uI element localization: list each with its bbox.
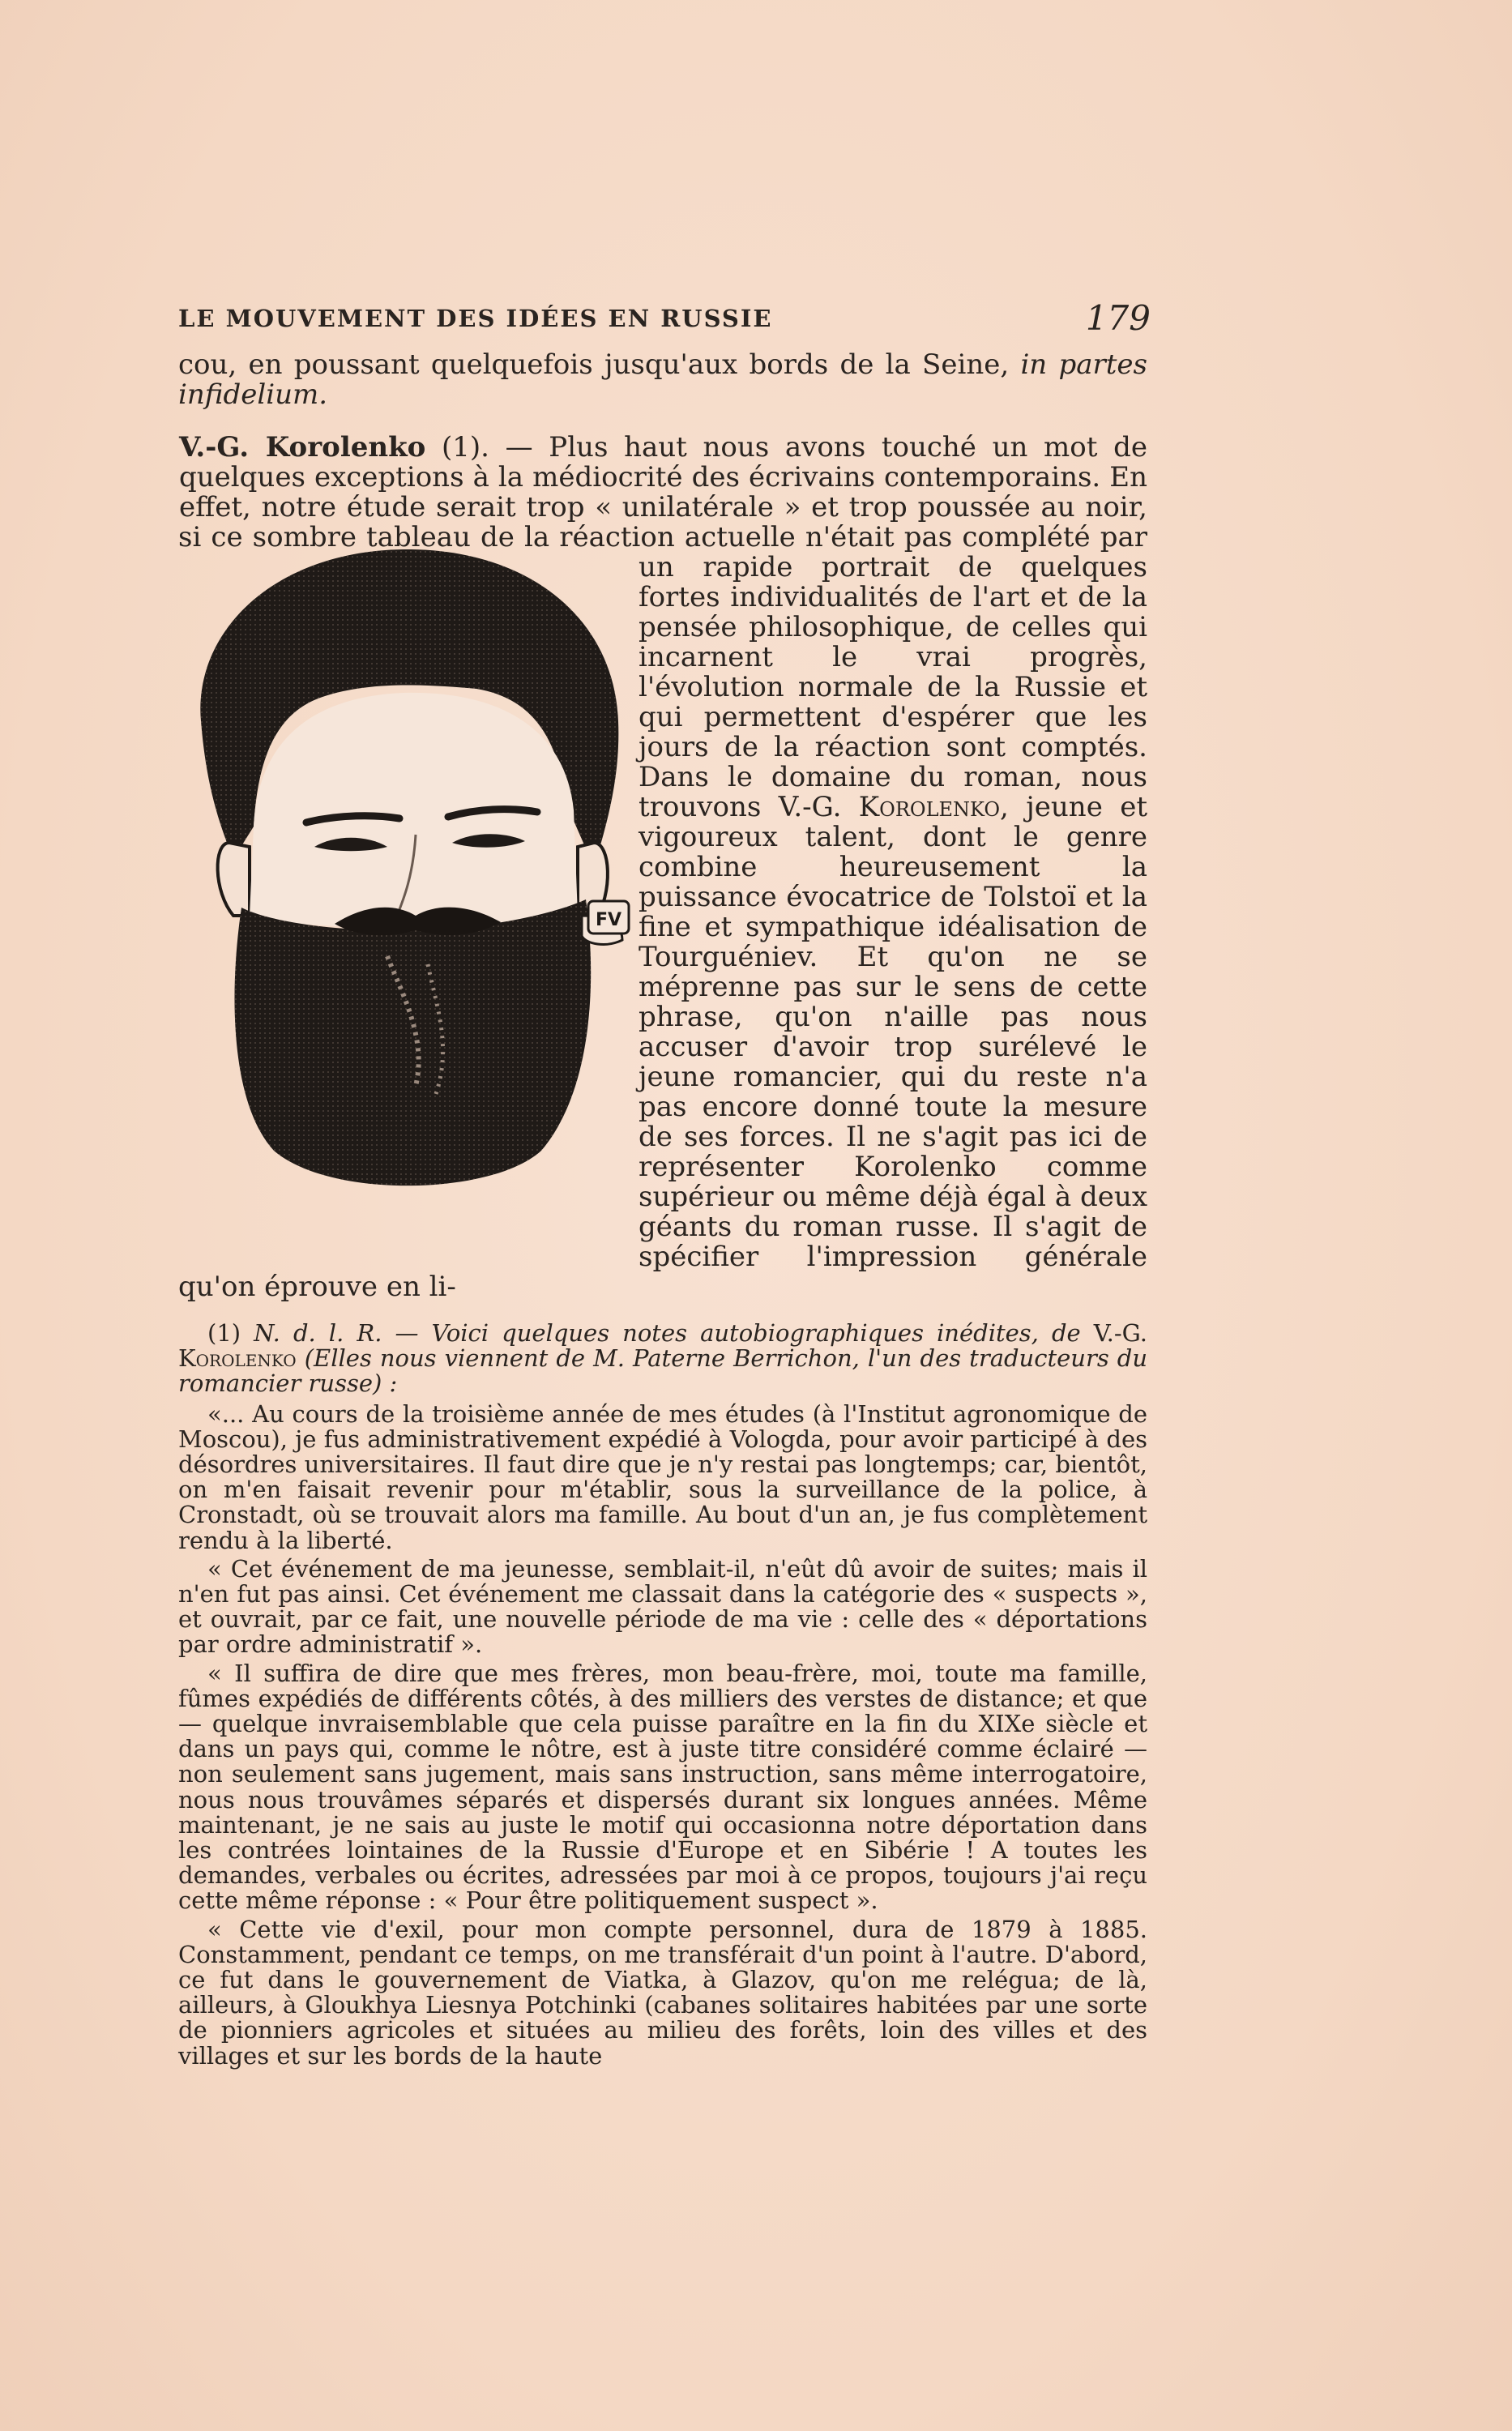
footnote-paragraph: « Il suffira de dire que mes frères, mon beau-frère, moi, toute ma famille, fûmes expédiés de différents côtés, à des milliers des verstes de distance; et que — quelque invraisemblable que cela puisse paraître en la fin du XIXe siècle et dans un pays qui, comme le nôtre, est à juste titre considéré comme éclairé — non seulement sans jugement, mais sans instruction, sans même interrogatoire, nous nous trouvâmes séparés et dispersés durant six longues années. Même maintenant, je ne sais au juste le motif qui occasionna notre déportation dans les contrées lointaines de la Russie d'Europe et en Sibérie ! A toutes les demandes, verbales ou écrites, adressées par moi à ce propos, toujours j'ai reçu cette même réponse : « Pour être politiquement suspect ».	[178, 1659, 1147, 1915]
footnote-intro-b: (Elles nous viennent de M. Paterne Berrichon, l'un des traducteurs du romancier russe) :	[178, 1344, 1147, 1398]
footnote-marker: (1)	[207, 1319, 254, 1347]
author-name-small-caps: V.-G. Korolenko	[778, 791, 1001, 823]
paragraph-1-italic: in partes infidelium.	[178, 348, 1147, 411]
paragraph-1	[178, 350, 1147, 410]
author-name: V.-G. Korolenko	[179, 431, 426, 464]
footnote-ref: (1).	[425, 431, 489, 464]
footnote-paragraph: «... Au cours de la troisième année de mes études (à l'Institut agronomique de Moscou), je fus administrativement expédié à Vologda, pour avoir participé à des désordres universitaires. Il faut dire que je n'y restai pas longtemps; car, bientôt, on m'en faisait revenir pour m'établir, sous la surveillance de la police, à Cronstadt, où se trouvait alors ma famille. Au bout d'un an, je fus complètement rendu à la liberté.	[178, 1399, 1147, 1554]
paragraph-2-text-b: , jeune et vigoureux talent, dont le genre combine heureusement la puissance évocatrice de Tolstoï et la fine et sympathique idéalisation de Tourguéniev. Et qu'on ne se méprenne pas sur le sens de cette phrase, qu'on n'aille pas nous accuser d'avoir trop surélevé le jeune romancier, qui du reste n'a pas encore donné toute la mesure de ses forces. Il ne s'agit pas ici de représenter Korolenko comme supérieur ou même déjà égal à deux géants du roman russe. Il s'agit de spécifier l'impression générale qu'on éprouve en li-	[178, 791, 1147, 1303]
portrait-wrap-space	[178, 556, 639, 1245]
footnote-paragraph: « Cet événement de ma jeunesse, semblait-il, n'eût dû avoir de suites; mais il n'en fut pas ainsi. Cet événement me classait dans la catégorie des « suspects », et ouvrait, par ce fait, une nouvelle période de ma vie : celle des « déportations par ordre administratif ».	[178, 1554, 1147, 1659]
paragraph-2-text-a: — Plus haut nous avons touché un mot de quelques exceptions à la médiocrité des écrivains contemporains. En effet, notre étude serait trop « unilatérale » et trop poussée au noir, si ce sombre tableau de la réaction actuelle n'était pas complété par un rapide portrait de quelques fortes individualités de l'art et de la pensée philosophique, de celles qui incarnent le vrai progrès, l'évolution normale de la Russie et qui permettent d'espérer que les jours de la réaction sont comptés. Dans le domaine du roman, nous trouvons	[178, 431, 1147, 823]
paragraph-2	[178, 433, 1147, 1302]
footnote-intro	[178, 1321, 1147, 1397]
footnotes	[178, 1321, 1147, 2069]
page-header	[178, 298, 1151, 347]
footnote-author-name: V.-G. Korolenko	[178, 1319, 1148, 1373]
footnote-paragraph: « Cette vie d'exil, pour mon compte personnel, dura de 1879 à 1885. Constamment, pendant ce temps, on me transférait d'un point à l'autre. D'abord, ce fut dans le gouvernement de Viatka, à Glazov, qu'on me relégua; de là, ailleurs, à Gloukhya Liesnya Potchinki (cabanes solitaires habitées par une sorte de pionniers agricoles et situées au milieu des forêts, loin des villes et des villages et sur les bords de la haute	[178, 1915, 1147, 2070]
footnote-intro-a: N. d. l. R. — Voici quelques notes autobiographiques inédites, de	[254, 1319, 1094, 1347]
page-number: 179	[1085, 298, 1151, 338]
main-text	[178, 350, 1147, 1302]
portrait-monogram: FV	[595, 910, 622, 930]
running-title: LE MOUVEMENT DES IDÉES EN RUSSIE	[178, 305, 773, 332]
paragraph-1-text: cou, en poussant quelquefois jusqu'aux bords de la Seine,	[178, 348, 1021, 381]
